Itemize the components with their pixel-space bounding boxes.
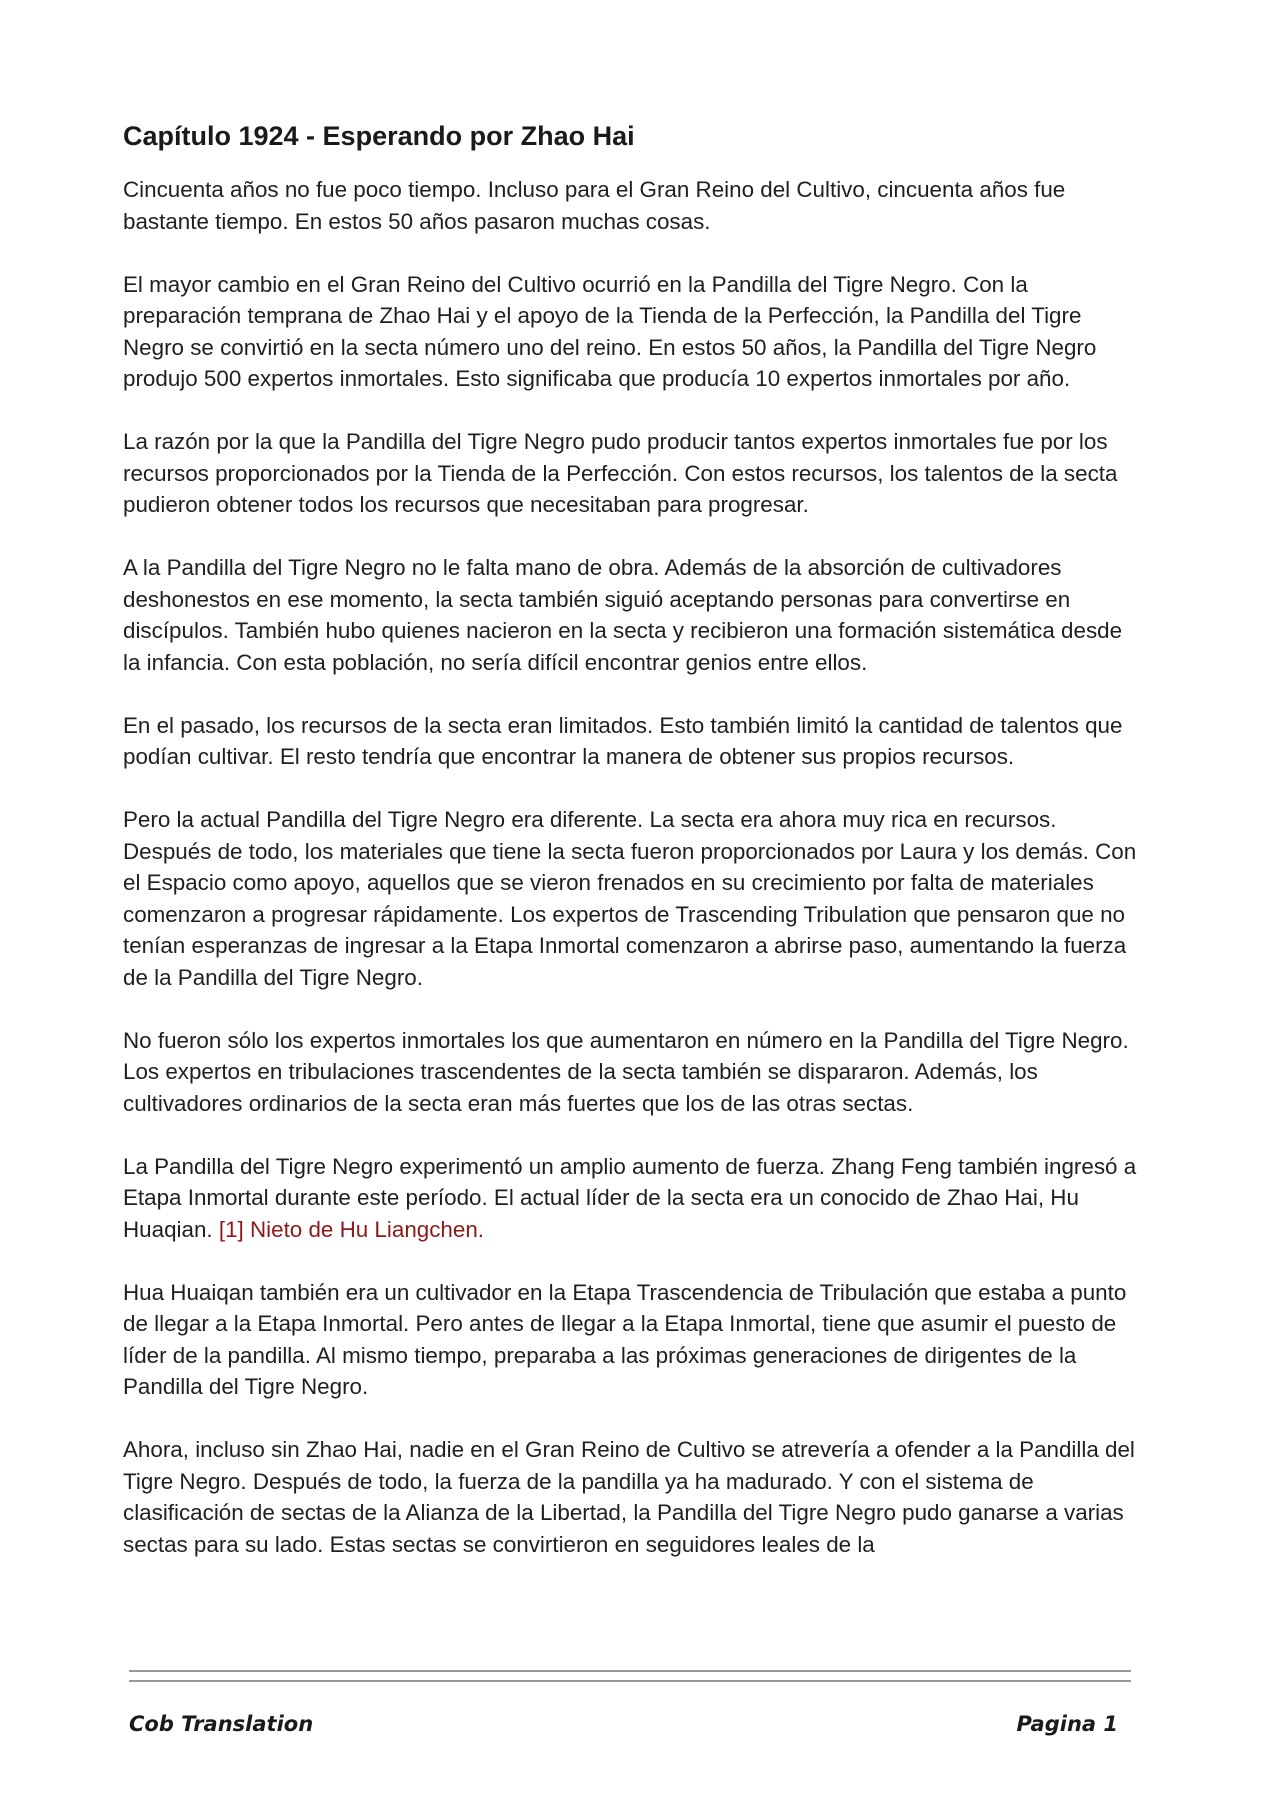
paragraph: En el pasado, los recursos de la secta eran limitados. Esto también limitó la cantidad de talentos que podían cultivar. El resto tendría que encontrar la manera de obtener sus propios recursos.	[123, 712, 1123, 769]
paragraph: A la Pandilla del Tigre Negro no le falta mano de obra. Además de la absorción de cultivadores deshonestos en ese momento, la secta también siguió aceptando personas para convertirse en discípulos. También hubo quienes nacieron en la secta y recibieron una formación sistemática desde la infancia. Con esta población, no sería difícil encontrar genios entre ellos.	[123, 555, 1123, 675]
footer-translator: Cob Translation	[129, 1712, 314, 1736]
paragraph: Hua Huaiqan también era un cultivador en la Etapa Trascendencia de Tribulación que estaba a punto de llegar a la Etapa Inmortal. Pero antes de llegar a la Etapa Inmortal, tiene que asumir el puesto de líder de la pandilla. Al mismo tiempo, preparaba a las próximas generaciones de dirigentes de la Pandilla del Tigre Negro.	[123, 1279, 1127, 1399]
paragraph: La razón por la que la Pandilla del Tigre Negro pudo producir tantos expertos inmortales fue por los recursos proporcionados por la Tienda de la Perfección. Con estos recursos, los talentos de la secta pudieron obtener todos los recursos que necesitaban para progresar.	[123, 429, 1118, 517]
paragraph-text: La Pandilla del Tigre Negro experimentó un amplio aumento de fuerza. Zhang Feng también ingresó a Etapa Inmortal durante este período. El actual líder de la secta era un conocido de Zhao Hai, Hu Huaqian.	[123, 1153, 1137, 1242]
footnote-reference[interactable]: [1] Nieto de Hu Liangchen.	[218, 1216, 484, 1242]
footer-page-number: Pagina 1	[1016, 1712, 1118, 1736]
paragraph-with-note	[123, 1151, 1145, 1246]
paragraph: El mayor cambio en el Gran Reino del Cultivo ocurrió en la Pandilla del Tigre Negro. Con la preparación temprana de Zhao Hai y el apoyo de la Tienda de la Perfección, la Pandilla del Tigre Negro se convirtió en la secta número uno del reino. En estos 50 años, la Pandilla del Tigre Negro produjo 500 expertos inmortales. Esto significaba que producía 10 expertos inmortales por año.	[123, 271, 1097, 391]
paragraph: Pero la actual Pandilla del Tigre Negro era diferente. La secta era ahora muy rica en recursos. Después de todo, los materiales que tiene la secta fueron proporcionados por Laura y los demás. Con el Espacio como apoyo, aquellos que se vieron frenados en su crecimiento por falta de materiales comenzaron a progresar rápidamente. Los expertos de Trascending Tribulation que pensaron que no tenían esperanzas de ingresar a la Etapa Inmortal comenzaron a abrirse paso, aumentando la fuerza de la Pandilla del Tigre Negro.	[123, 807, 1137, 990]
paragraph: Ahora, incluso sin Zhao Hai, nadie en el Gran Reino de Cultivo se atrevería a ofender a la Pandilla del Tigre Negro. Después de todo, la fuerza de la pandilla ya ha madurado. Y con el sistema de clasificación de sectas de la Alianza de la Libertad, la Pandilla del Tigre Negro pudo ganarse a varias sectas para su lado. Estas sectas se convirtieron en seguidores leales de la	[123, 1437, 1135, 1557]
chapter-title: Capítulo 1924 - Esperando por Zhao Hai	[123, 121, 635, 151]
footer-divider-top	[129, 1670, 1131, 1672]
footer-divider-bottom	[129, 1680, 1131, 1682]
paragraph: Cincuenta años no fue poco tiempo. Incluso para el Gran Reino del Cultivo, cincuenta años fue bastante tiempo. En estos 50 años pasaron muchas cosas.	[123, 177, 1066, 234]
paragraph: No fueron sólo los expertos inmortales los que aumentaron en número en la Pandilla del Tigre Negro. Los expertos en tribulaciones trascendentes de la secta también se dispararon. Además, los cultivadores ordinarios de la secta eran más fuertes que los de las otras sectas.	[123, 1027, 1129, 1116]
page-content	[123, 118, 1145, 1592]
